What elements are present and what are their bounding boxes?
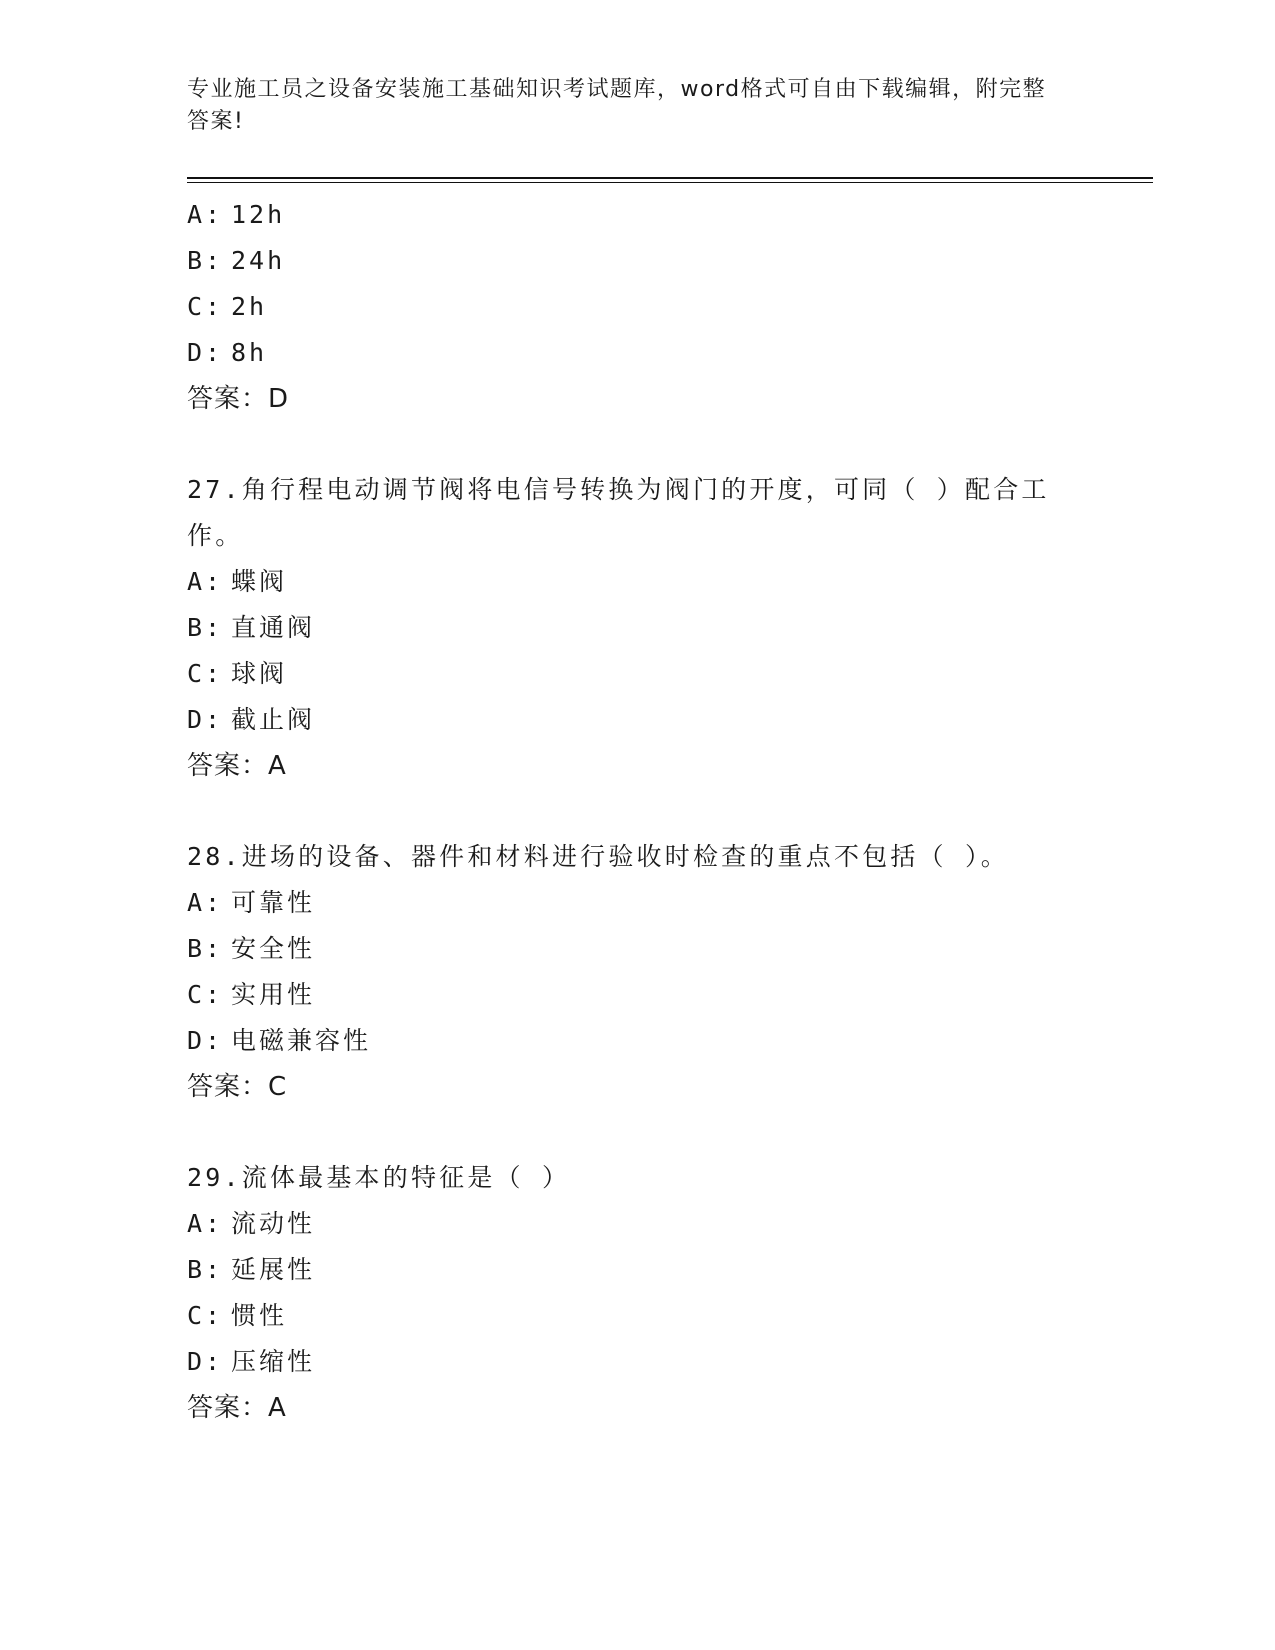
option-label: A: [187, 888, 224, 917]
option-label: B: [187, 246, 224, 275]
option-label: B: [187, 1255, 224, 1284]
header-divider-thick [187, 177, 1153, 179]
option-label: A: [187, 1209, 224, 1238]
option-text: 12h [231, 200, 286, 229]
option-label: D: [187, 1026, 224, 1055]
option-label: D: [187, 1347, 224, 1376]
option-d [187, 1018, 1087, 1064]
question-list [187, 192, 1087, 1431]
option-label: C: [187, 980, 224, 1009]
option-label: A: [187, 200, 224, 229]
question-28 [187, 834, 1087, 1110]
option-text: 直通阀 [231, 613, 316, 642]
option-text: 实用性 [231, 980, 316, 1009]
option-b [187, 1247, 1087, 1293]
option-d [187, 1339, 1087, 1385]
option-text: 球阀 [231, 659, 288, 688]
question-26 [187, 192, 1087, 422]
option-text: 蝶阀 [231, 567, 288, 596]
answer-line: 答案：A [187, 751, 287, 781]
option-label: C: [187, 292, 224, 321]
option-label: A: [187, 567, 224, 596]
option-text: 延展性 [231, 1255, 316, 1284]
option-b [187, 926, 1087, 972]
option-text: 电磁兼容性 [231, 1026, 372, 1055]
option-text: 惯性 [231, 1301, 288, 1330]
option-a [187, 559, 1087, 605]
option-a [187, 1201, 1087, 1247]
option-d [187, 330, 1087, 376]
option-label: D: [187, 338, 224, 367]
option-text: 可靠性 [231, 888, 316, 917]
question-stem: 29.流体最基本的特征是（ ） [187, 1163, 571, 1192]
option-b [187, 238, 1087, 284]
option-c [187, 972, 1087, 1018]
option-text: 安全性 [231, 934, 316, 963]
option-a [187, 192, 1087, 238]
question-stem: 28.进场的设备、器件和材料进行验收时检查的重点不包括（ ）。 [187, 842, 1009, 871]
option-label: D: [187, 705, 224, 734]
option-text: 截止阀 [231, 705, 316, 734]
option-d [187, 697, 1087, 743]
answer-line: 答案：A [187, 1393, 287, 1423]
option-c [187, 651, 1087, 697]
option-text: 流动性 [231, 1209, 316, 1238]
option-text: 24h [231, 246, 286, 275]
question-stem: 27.角行程电动调节阀将电信号转换为阀门的开度，可同（ ）配合工作。 [187, 475, 1050, 550]
header-divider-thin [187, 182, 1153, 183]
question-29 [187, 1155, 1087, 1431]
question-27 [187, 467, 1087, 789]
option-c [187, 1293, 1087, 1339]
option-c [187, 284, 1087, 330]
option-label: C: [187, 1301, 224, 1330]
option-text: 压缩性 [231, 1347, 316, 1376]
option-label: B: [187, 613, 224, 642]
option-text: 8h [231, 338, 268, 367]
option-label: C: [187, 659, 224, 688]
option-text: 2h [231, 292, 268, 321]
page-header-title: 专业施工员之设备安装施工基础知识考试题库，word格式可自由下载编辑，附完整答案! [187, 77, 1047, 134]
option-b [187, 605, 1087, 651]
option-a [187, 880, 1087, 926]
answer-line: 答案：C [187, 1072, 288, 1102]
option-label: B: [187, 934, 224, 963]
answer-line: 答案：D [187, 384, 290, 414]
